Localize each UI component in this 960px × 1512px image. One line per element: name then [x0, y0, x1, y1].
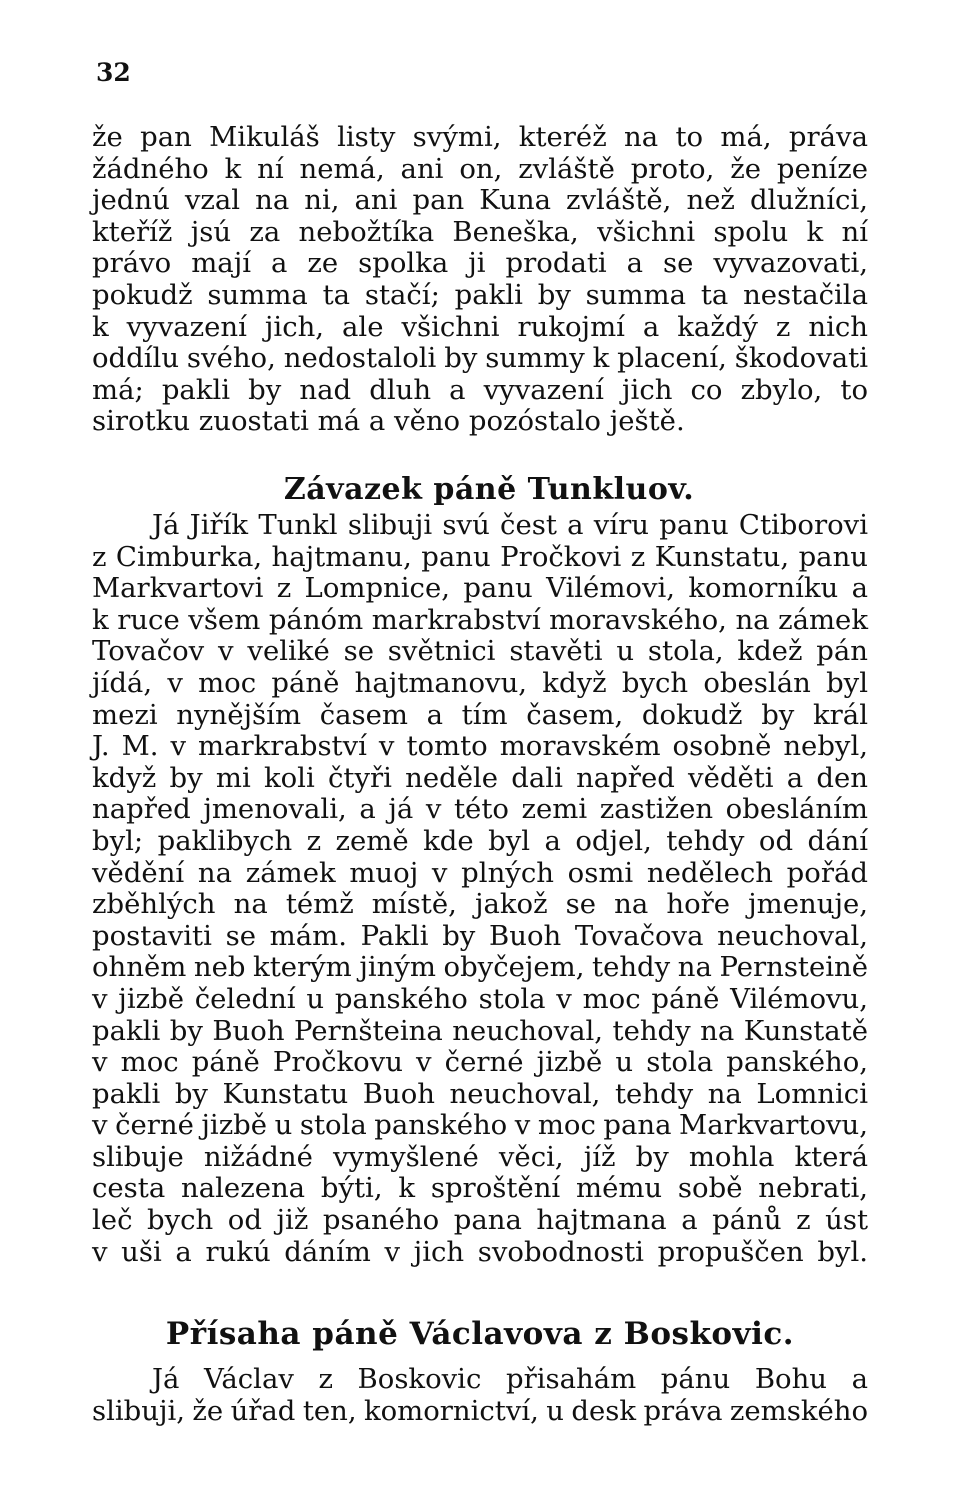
text-line: když by mi koli čtyři neděle dali napřed věděti a den: [92, 761, 868, 794]
text-line: v černé jizbě u stola panského v moc pana Markvartovu,: [92, 1109, 868, 1142]
text-line: v uši a rukú dáním v jich svobodnosti propuščen byl.: [92, 1235, 868, 1268]
text-line: má; pakli by nad dluh a vyvazení jich co zbylo, to: [92, 373, 868, 406]
text-line: pakli by Buoh Pernšteina neuchoval, tehdy na Kunstatě: [92, 1014, 868, 1047]
section-heading-tunkl-bond: Závazek páně Tunkluov.: [283, 472, 695, 507]
paragraph-boskovic-oath: [92, 1364, 868, 1427]
text-line: slibuje nižádné vymyšlené věci, jíž by mohla která: [92, 1140, 868, 1173]
text-line: žádného k ní nemá, ani on, zvláště proto, že peníze: [92, 152, 868, 185]
text-line: pakli by Kunstatu Buoh neuchoval, tehdy na Lomnici: [92, 1077, 868, 1110]
text-line: slibuji, že úřad ten, komornictví, u desk práva zemského: [92, 1394, 868, 1427]
text-line: Tovačov v veliké se světnici stavěti u stola, kdež pán: [92, 635, 868, 668]
section-heading-boskovic-oath: Přísaha páně Václavova z Boskovic.: [165, 1316, 795, 1352]
paragraph-tunkl-bond: [92, 510, 868, 1268]
text-line: k vyvazení jich, ale všichni rukojmí a každý z nich: [92, 310, 868, 343]
text-line: v jizbě čelední u panského stola v moc páně Vilémovu,: [92, 982, 868, 1015]
text-line: postaviti se mám. Pakli by Buoh Tovačova neuchoval,: [92, 919, 868, 952]
text-line: vědění na zámek muoj v plných osmi nedělech pořád: [92, 856, 868, 889]
text-line: pokudž summa ta stačí; pakli by summa ta nestačila: [92, 278, 868, 311]
text-line: Já Jiřík Tunkl slibuji svú čest a víru panu Ctiborovi: [152, 509, 868, 541]
text-line: zběhlých na témž místě, jakož se na hoře jmenuje,: [92, 888, 868, 921]
text-line: leč bych od již psaného pana hajtmana a pánů z úst: [92, 1204, 868, 1237]
text-line: jídá, v moc páně hajtmanovu, když bych obeslán byl: [92, 666, 868, 699]
text-line: J. M. v markrabství v tomto moravském osobně nebyl,: [92, 730, 868, 763]
text-line: právo mají a ze spolka ji prodati a se vyvazovati,: [92, 247, 868, 280]
text-line: napřed jmenovali, a já v této zemi zastižen obesláním: [92, 793, 868, 826]
text-line: oddílu svého, nedostaloli by summy k placení, škodovati: [92, 342, 868, 375]
text-line: Markvartovi z Lompnice, panu Vilémovi, komorníku a: [92, 572, 868, 605]
text-line: Já Václav z Boskovic přisahám pánu Bohu a: [152, 1363, 868, 1395]
paragraph-mikulas-letters: [92, 122, 868, 438]
text-line: byl; paklibych z země kde byl a odjel, tehdy od dání: [92, 824, 868, 857]
page-number: 32: [96, 58, 131, 87]
text-line: v moc páně Pročkovu v černé jizbě u stola panského,: [92, 1046, 868, 1079]
text-line: kteříž jsú za nebožtíka Beneška, všichni spolu k ní: [92, 215, 868, 248]
text-line: že pan Mikuláš listy svými, kteréž na to má, práva: [92, 121, 868, 153]
text-line: mezi nynějším časem a tím časem, dokudž by král: [92, 698, 868, 731]
text-line: jednú vzal na ni, ani pan Kuna zvláště, než dlužníci,: [92, 184, 868, 217]
text-line: cesta nalezena býti, k sproštění mému sobě nebrati,: [92, 1172, 868, 1205]
text-line: sirotku zuostati má a věno pozóstalo ještě.: [92, 405, 685, 438]
text-line: ohněm neb kterým jiným obyčejem, tehdy na Pernsteině: [92, 951, 868, 984]
text-line: z Cimburka, hajtmanu, panu Pročkovi z Kunstatu, panu: [92, 540, 868, 573]
text-line: k ruce všem pánóm markrabství moravského, na zámek: [92, 603, 868, 636]
